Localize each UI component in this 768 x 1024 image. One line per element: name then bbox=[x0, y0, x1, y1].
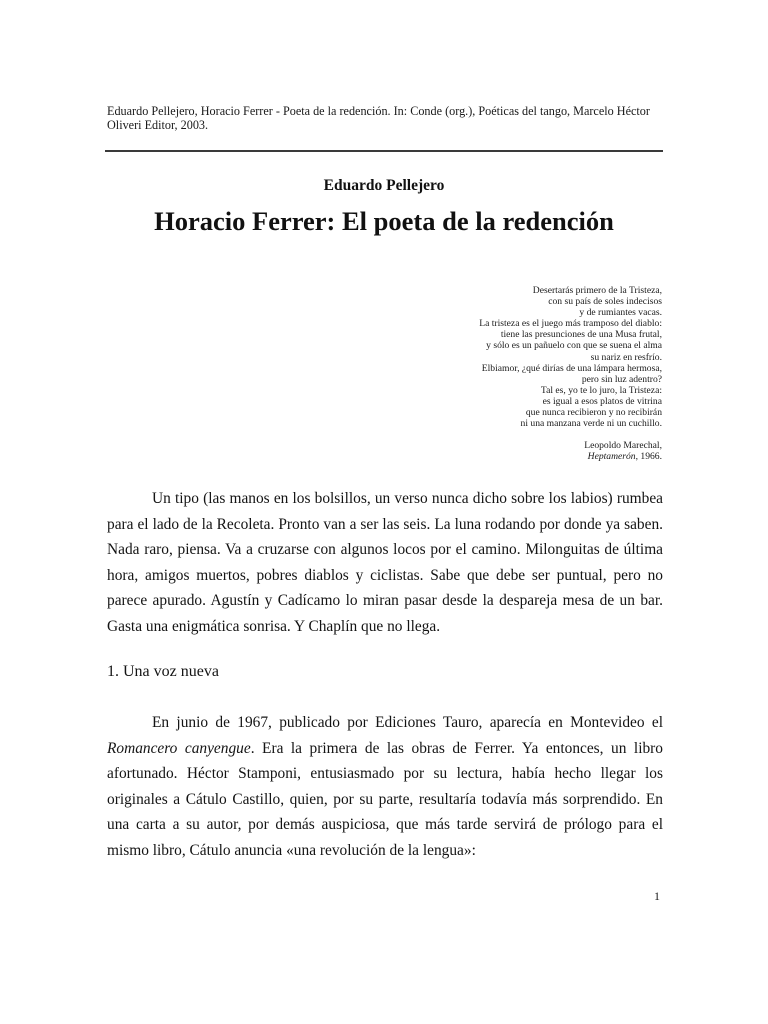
epigraph-line: tiene las presunciones de una Musa frutal, bbox=[500, 329, 662, 341]
paragraph-text: Un tipo (las manos en los bolsillos, un verso nunca dicho sobre los labios) rumbea para el lado de la Recoleta. Pronto van a ser las seis. La luna rodando por donde ya saben. Nada raro, piensa. Va a cruzarse con algunos locos por el camino. Milonguitas de última hora, amigos muertos, pobres diablos y ciclistas. Sabe que debe ser puntual, pero no parece apurado. Agustín y Cadícamo lo miran pasar desde la despareja mesa de un bar. Gasta una enigmática sonrisa. Y Chaplín que no llega. bbox=[107, 490, 663, 635]
epigraph bbox=[362, 285, 662, 462]
epigraph-line: que nunca recibieron y no recibirán bbox=[525, 407, 662, 419]
epigraph-year: , 1966. bbox=[635, 451, 662, 463]
epigraph-line: su nariz en resfrío. bbox=[590, 351, 662, 363]
header-divider bbox=[105, 150, 663, 152]
book-title: Romancero canyengue bbox=[107, 739, 251, 757]
paragraph-text bbox=[107, 710, 663, 864]
epigraph-line: pero sin luz adentro? bbox=[581, 373, 662, 385]
body-paragraph-1 bbox=[107, 486, 663, 640]
epigraph-line: Tal es, yo te lo juro, la Tristeza: bbox=[540, 384, 662, 396]
epigraph-work-title: Heptamerón bbox=[587, 451, 636, 463]
epigraph-line: La tristeza es el juego más tramposo del diablo: bbox=[479, 318, 662, 330]
paragraph-rest: . Era la primera de las obras de Ferrer. Ya entonces, un libro afortunado. Héctor Stamponi, entusiasmado por su lectura, había hecho llegar los originales a Cátulo Castillo, quien, por su parte, resultaría todavía más sorprendido. En una carta a su autor, por demás auspiciosa, que más tarde servirá de prólogo para el mismo libro, Cátulo anuncia «una revolución de la lengua»: bbox=[107, 739, 663, 859]
epigraph-line: y de rumiantes vacas. bbox=[579, 307, 662, 319]
document-title: Horacio Ferrer: El poeta de la redención bbox=[154, 206, 614, 236]
epigraph-line: es igual a esos platos de vitrina bbox=[542, 395, 662, 407]
section-heading: 1. Una voz nueva bbox=[107, 663, 219, 680]
body-paragraph-2 bbox=[107, 710, 663, 864]
epigraph-line: ni una manzana verde ni un cuchillo. bbox=[520, 418, 662, 430]
citation-header: Eduardo Pellejero, Horacio Ferrer - Poeta de la redención. In: Conde (org.), Poéticas del tango, Marcelo Héctor Oliveri Editor, 2003. bbox=[107, 104, 650, 132]
epigraph-line: y sólo es un pañuelo con que se suena el alma bbox=[486, 340, 662, 352]
epigraph-line: con su país de soles indecisos bbox=[548, 296, 662, 308]
epigraph-line: Elbiamor, ¿qué dirías de una lámpara hermosa, bbox=[481, 362, 662, 374]
epigraph-attribution-source bbox=[362, 451, 662, 462]
page-number: 1 bbox=[654, 889, 660, 903]
epigraph-attribution-author: Leopoldo Marechal, bbox=[584, 440, 662, 452]
epigraph-line: Desertarás primero de la Tristeza, bbox=[532, 285, 662, 296]
paragraph-intro: En junio de 1967, publicado por Ediciones Tauro, aparecía en Montevideo el bbox=[152, 714, 663, 731]
author-name: Eduardo Pellejero bbox=[323, 177, 445, 194]
